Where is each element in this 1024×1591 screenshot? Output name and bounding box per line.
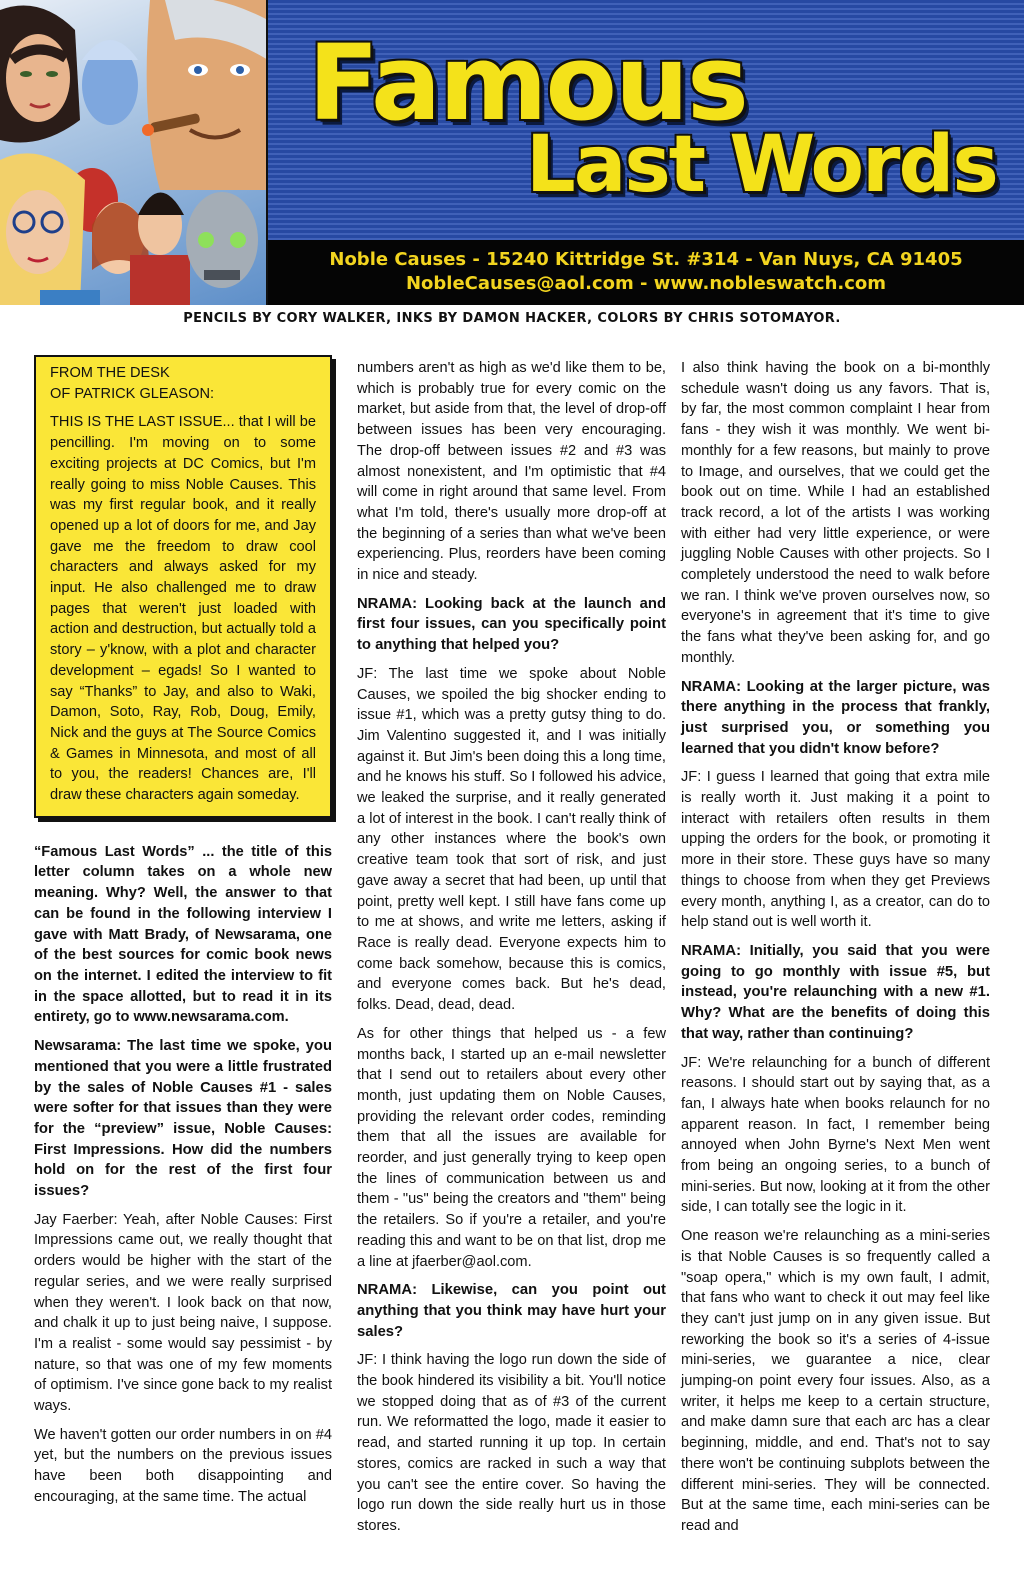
interview-question: NRAMA: Initially, you said that you were going to go monthly with issue #5, but instead, you're relaunching with a new #1. Why? What are the benefits of doing this that way, rather than continuing? — [681, 942, 990, 1042]
interview-answer: JF: I think having the logo run down the side of the book hindered its visibility a bit. You'll notice we stopped doing that as of #3 of the current run. We reformatted the logo, made it easier to read, and started running it up top. In certain stores, comics are racked in such a way that you can't see the entire cover. So having the logo run down the side really hurt us in those stores. — [357, 1352, 666, 1534]
character-artwork — [0, 0, 268, 305]
interview-answer: We haven't gotten our order numbers in on #4 yet, but the numbers on the previous issues have been both disappointing and encouraging, at the same time. The actual — [34, 1426, 332, 1505]
interview-question: NRAMA: Looking at the larger picture, was there anything in the process that frankly, just surprised you, or something you learned that you didn't know before? — [681, 678, 990, 757]
interview-question: Newsarama: The last time we spoke, you mentioned that you were a little frustrated by the sales of Noble Causes #1 - sales were softer for that issues than they were for the “preview” issue, Noble Causes: First Impressions. How did the numbers hold on for the rest of the first four issues? — [34, 1038, 332, 1200]
interview-answer: As for other things that helped us - a few months back, I started up an e-mail newsletter that I send out to retailers about every other month, just updating them on Noble Causes, providing the relevant order codes, reminding them that all the issues are available for reorder, and just generally trying to keep open the lines of communication between us and them - "us" being the creators and "them" being the retailers. So if you're a retailer, and you're reading this and want to be on that list, drop me a line at jfaerber@aol.com. — [357, 1025, 666, 1270]
mailing-address: Noble Causes - 15240 Kittridge St. #314 - Van Nuys, CA 91405 — [329, 249, 963, 270]
header — [0, 0, 1024, 305]
editor-note-body: THIS IS THE LAST ISSUE... that I will be pencilling. I'm moving on to some exciting projects at DC Comics, but I'm really going to miss Noble Causes. This was my first regular book, and it really opened up a lot of doors for me, and Jay gave me the freedom to draw cool characters and always asked for my input. He also challenged me to draw pages that weren't just loaded with action and destruction, but actually told a story – y'know, with a plot and character development – egads! So I wanted to say “Thanks” to Jay, and also to Waki, Damon, Soto, Ray, Rob, Doug, Emily, Nick and the guys at The Source Comics & Games in Minnesota, and most of all to you, the readers! Chances are, I'll draw these characters again someday. — [50, 414, 316, 804]
art-credits: PENCILS BY CORY WALKER, INKS BY DAMON HACKER, COLORS BY CHRIS SOTOMAYOR. — [183, 311, 841, 326]
interview-answer: I also think having the book on a bi-monthly schedule wasn't doing us any favors. That is, by far, the most common complaint I hear from fans - they wish it was monthly. We went bi-monthly for a few reasons, but mainly to prove to Image, and ourselves, that we could get the book out on time. While I had an established track record, a lot of the artists I was working with either had very little experience, or were juggling Noble Causes with other projects. So I completely understood the need to walk before we ran. I think we've proven ourselves now, so everyone's in agreement that it's time to give the fans what they've been asking for, and go monthly. — [681, 360, 990, 666]
column-3 — [681, 358, 990, 1545]
interview-answer: JF: We're relaunching for a bunch of different reasons. I should start out by saying that, as a fan, I always hate when books relaunch for no apparent reason. In fact, I remember being annoyed when John Byrne's Next Men went from being an ongoing series, to a bunch of mini-series. But now, looking at it from the other side, I can totally see the logic in it. — [681, 1054, 990, 1216]
interview-question: NRAMA: Likewise, can you point out anything that you think may have hurt your sales? — [357, 1282, 666, 1340]
interview-answer: Jay Faerber: Yeah, after Noble Causes: First Impressions came out, we really thought that orders would be higher with the start of the regular series, and we were really surprised when they weren't. I look back on that now, and chalk it up to just being naive, I suppose. I'm a realist - some would say pessimist - by nature, so that was one of my few moments of optimism. I've since gone back to my realist ways. — [34, 1211, 332, 1415]
editor-note-heading: FROM THE DESK OF PATRICK GLEASON: — [50, 365, 215, 402]
intro-paragraph: “Famous Last Words” ... the title of this letter column takes on a whole new meaning. Why? Well, the answer to that can be found in the following interview I gave with Matt Brady, of Newsarama, one of the best sources for comic book news on the internet. I edited the interview to fit in the space allotted, but to read it in its entirety, go to www.newsarama.com. — [34, 843, 332, 1026]
address-bar — [268, 240, 1024, 305]
interview-question: NRAMA: Looking back at the launch and first four issues, can you specifically point to anything that helped you? — [357, 595, 666, 654]
interview-answer: JF: I guess I learned that going that extra mile is really worth it. Just making it a point to interact with retailers often results in them upping the orders for the book, or promoting it more in their store. These guys have so many things to choose from when they get Previews every month, anything I, as a creator, can do to help stand out is well worth it. — [681, 769, 990, 931]
title-banner — [268, 0, 1024, 240]
interview-answer: JF: The last time we spoke about Noble Causes, we spoiled the big shocker ending to issue #1, which was a pretty gutsy thing to do. Jim Valentino suggested it, and I was initially against it. But Jim's been doing this a long time, and he knows his stuff. So I followed his advice, we leaked the surprise, and it really generated a lot of interest in the book. I can't really think of any other instances where the book's own creative team took that sort of risk, and just gave away a secret that had been, up until that point, pretty well kept. I still have fans come up to me at shows, and write me letters, asking if Race is really dead. Everyone expects him to come back somehow, because this is comics, and everyone comes back. But he's dead, folks. Dead, dead, dead. — [357, 665, 666, 1014]
interview-answer: numbers aren't as high as we'd like them to be, which is probably true for every comic on the market, but aside from that, the level of drop-off between issues has been very encouraging. The drop-off between issues #2 and #3 was almost nonexistent, and I'm optimistic that #4 will come in right around that same level. From what I'm told, there's usually more drop-off at the beginning of a series than what we've been experiencing. Plus, reorders have been coming in nice and steady. — [357, 360, 666, 584]
character-group-illustration — [0, 0, 268, 305]
column-1 — [34, 355, 332, 1516]
editor-note-box — [34, 355, 332, 818]
interview-answer: One reason we're relaunching as a mini-series is that Noble Causes is so frequently called a "soap opera," which is my own fault, I admit, that fans who want to check it out may feel like they can't just jump on in any given issue. But reworking the book so it's a series of 4-issue mini-series, we guarantee a nice, clear jumping-on point every four issues. Also, as a writer, it helps me keep to a certain structure, and make damn sure that each arc has a clear beginning, middle, and end. That's not to say there won't be continuing subplots between the different mini-series. They will be connected. But at the same time, each mini-series can be read and — [681, 1228, 990, 1534]
title-famous: Famous — [308, 22, 747, 144]
title-last-words: Last Words — [526, 120, 997, 210]
contact-email-website: NobleCauses@aol.com - www.nobleswatch.com — [405, 273, 887, 294]
column-2 — [357, 358, 666, 1545]
